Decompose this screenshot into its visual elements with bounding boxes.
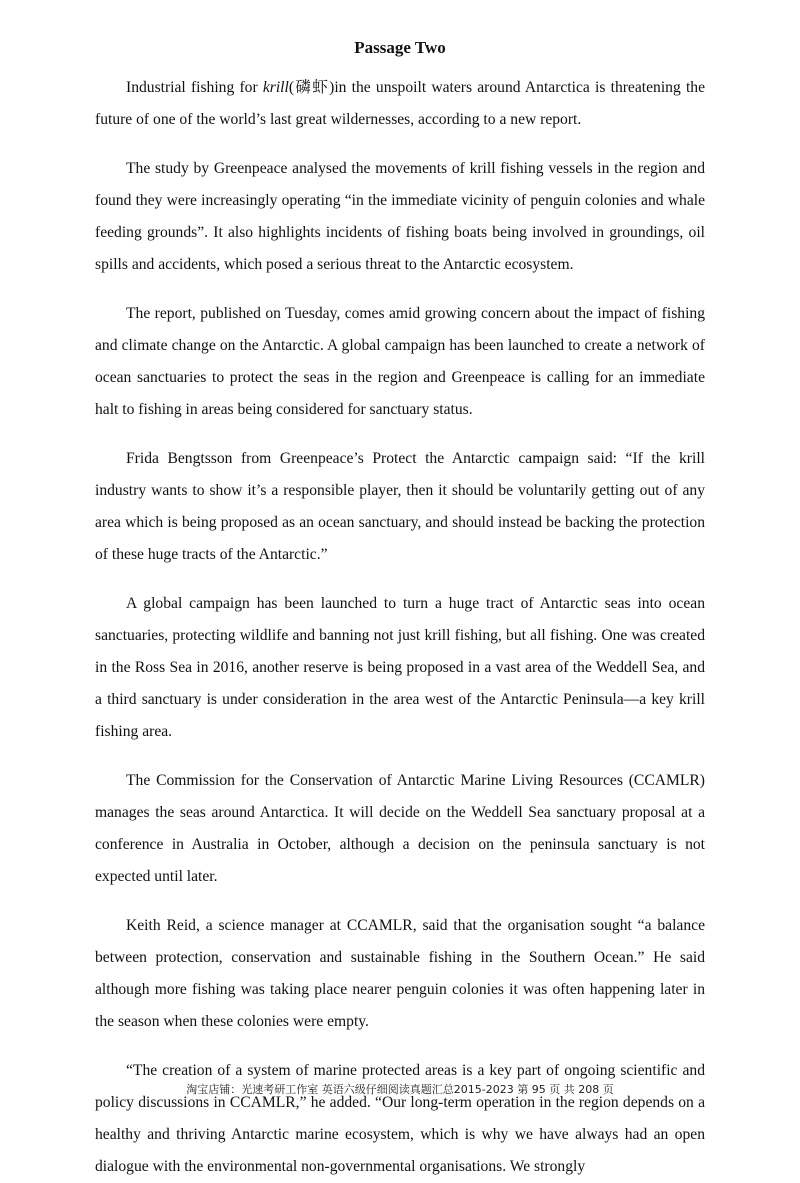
paragraph-3: The report, published on Tuesday, comes amid growing concern about the impact of fishing and climate change on the Antarctic. A global campaign has been launched to create a network of ocean sanctuaries to protect the seas in the region and Greenpeace is calling for an immediate halt to fishing in areas being considered for sanctuary status. [95, 305, 705, 418]
passage-title: Passage Two [354, 38, 446, 57]
paragraph-8: “The creation of a system of marine protected areas is a key part of ongoing scientific and policy discussions in CCAMLR,” he added. “Our long-term operation in the region depends on a healthy and thriving Antarctic marine ecosystem, which is why we have always had an open dialogue with the environmental non-governmental organisations. We strongly [95, 1062, 705, 1175]
paragraph-1-term: krill [262, 79, 289, 96]
paragraph-4: Frida Bengtsson from Greenpeace’s Protect the Antarctic campaign said: “If the krill industry wants to show it’s a responsible player, then it should be voluntarily getting out of any area which is being proposed as an ocean sanctuary, and should instead be backing the protection of these huge tracts of the Antarctic.” [95, 450, 705, 563]
paragraph-7: Keith Reid, a science manager at CCAMLR, said that the organisation sought “a balance between protection, conservation and sustainable fishing in the Southern Ocean.” He said although more fishing was taking place nearer penguin colonies it was often happening later in the season when these colonies were empty. [95, 917, 705, 1030]
paragraph-1 [95, 72, 705, 136]
paragraph-1-lead: Industrial fishing for [126, 79, 263, 96]
paragraph-2: The study by Greenpeace analysed the movements of krill fishing vessels in the region and found they were increasingly operating “in the immediate vicinity of penguin colonies and whale feeding grounds”. It also highlights incidents of fishing boats being involved in groundings, oil spills and accidents, which posed a serious threat to the Antarctic ecosystem. [95, 160, 705, 273]
paragraph-6: The Commission for the Conservation of Antarctic Marine Living Resources (CCAMLR) manages the seas around Antarctica. It will decide on the Weddell Sea sanctuary proposal at a conference in Australia in October, although a decision on the peninsula sanctuary is not expected until later. [95, 772, 705, 885]
page-footer: 淘宝店铺：光速考研工作室 英语六级仔细阅读真题汇总2015-2023 第 95 页 共 208 页 [186, 1083, 614, 1096]
paragraph-1-rest: (磷虾)in the unspoilt waters around Antarctica is threatening the future of one of the world’s last great wildernesses, according to a new report. [95, 79, 705, 128]
paragraph-5: A global campaign has been launched to turn a huge tract of Antarctic seas into ocean sanctuaries, protecting wildlife and banning not just krill fishing, but all fishing. One was created in the Ross Sea in 2016, another reserve is being proposed in a vast area of the Weddell Sea, and a third sanctuary is under consideration in the area west of the Antarctic Peninsula—a key krill fishing area. [95, 595, 705, 740]
passage-body [95, 72, 705, 1183]
